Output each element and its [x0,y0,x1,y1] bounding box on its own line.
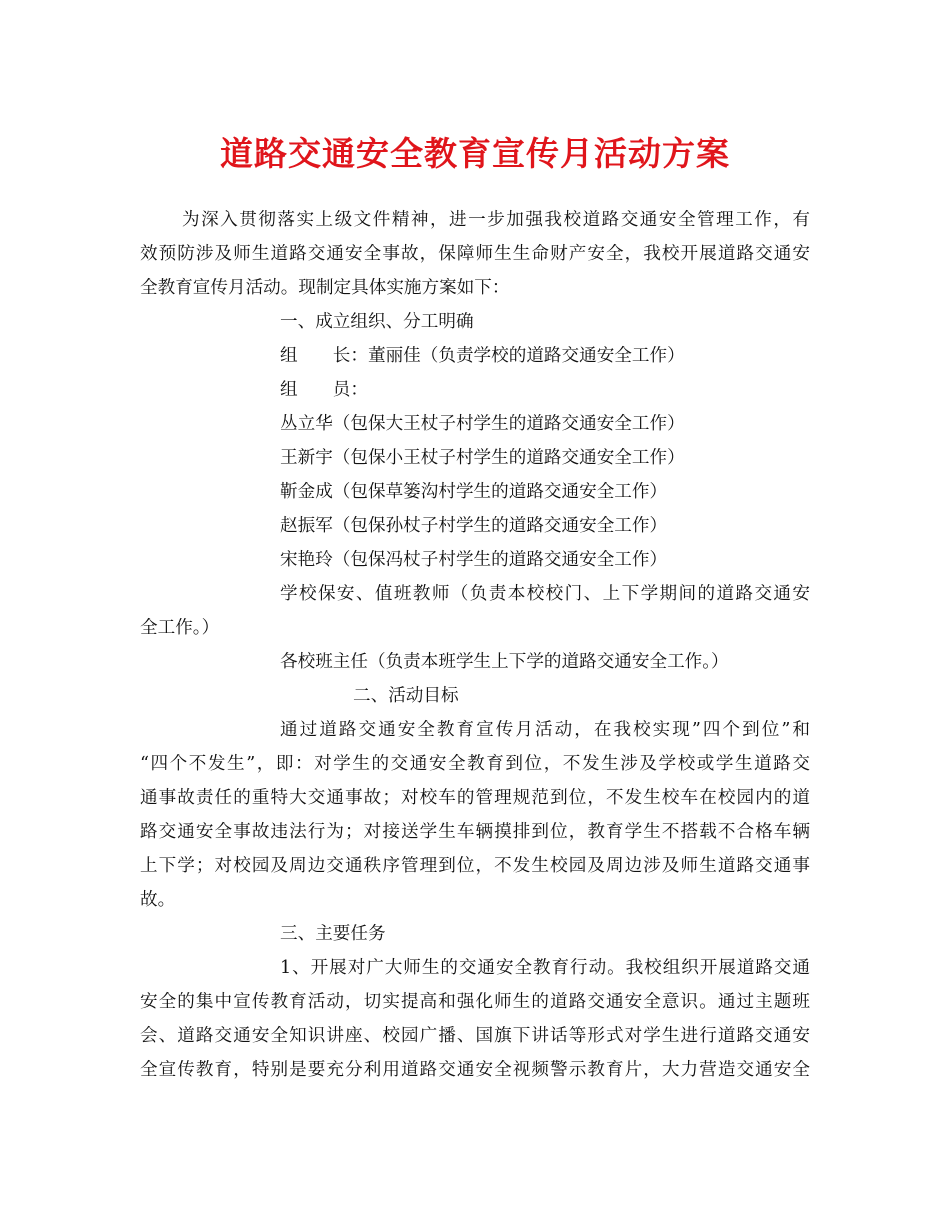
section-heading: 一、成立组织、分工明确 [280,312,474,332]
text-line: 各校班主任（负责本班学生上下学的道路交通安全工作。） [280,652,729,672]
text-line: “四个不发生”，即：对学生的交通安全教育到位，不发生涉及学校或学生道路交 [140,754,810,774]
text-line: 故。 [140,890,176,910]
text-line: 会、道路交通安全知识讲座、校园广播、国旗下讲话等形式对学生进行道路交通安 [140,1026,810,1046]
text-line: 效预防涉及师生道路交通安全事故，保障师生生命财产安全，我校开展道路交通安 [140,244,810,264]
text-line: 1、开展对广大师生的交通安全教育行动。我校组织开展道路交通 [280,958,810,978]
text-line: 宋艳玲（包保冯杖子村学生的道路交通安全工作） [280,550,668,570]
text-line: 丛立华（包保大王杖子村学生的道路交通安全工作） [280,414,685,434]
section-heading: 三、主要任务 [280,924,386,944]
text-line: 上下学；对校园及周边交通秩序管理到位，不发生校园及周边涉及师生道路交通事 [140,856,810,876]
text-line: 全宣传教育，特别是要充分利用道路交通安全视频警示教育片，大力营造交通安全 [140,1060,810,1080]
text-line: 赵振军（包保孙杖子村学生的道路交通安全工作） [280,516,668,536]
text-line: 组 长：董丽佳（负责学校的道路交通安全工作） [280,346,685,366]
text-line: 为深入贯彻落实上级文件精神，进一步加强我校道路交通安全管理工作，有 [182,210,810,230]
document-title: 道路交通安全教育宣传月活动方案 [220,134,730,173]
text-line: 安全的集中宣传教育活动，切实提高和强化师生的道路交通安全意识。通过主题班 [140,992,810,1012]
text-line: 组 员： [280,380,368,400]
text-line: 通过道路交通安全教育宣传月活动，在我校实现”四个到位”和 [280,720,810,740]
text-line: 靳金成（包保草篓沟村学生的道路交通安全工作） [280,482,668,502]
text-line: 路交通安全事故违法行为；对接送学生车辆摸排到位，教育学生不搭载不合格车辆 [140,822,810,842]
text-line: 全工作。） [140,618,220,638]
text-line: 通事故责任的重特大交通事故；对校车的管理规范到位，不发生校车在校园内的道 [140,788,810,808]
section-heading: 二、活动目标 [353,686,459,706]
text-line: 学校保安、值班教师（负责本校校门、上下学期间的道路交通安 [280,584,810,604]
text-line: 全教育宣传月活动。现制定具体实施方案如下： [140,278,510,298]
text-line: 王新宇（包保小王杖子村学生的道路交通安全工作） [280,448,685,468]
